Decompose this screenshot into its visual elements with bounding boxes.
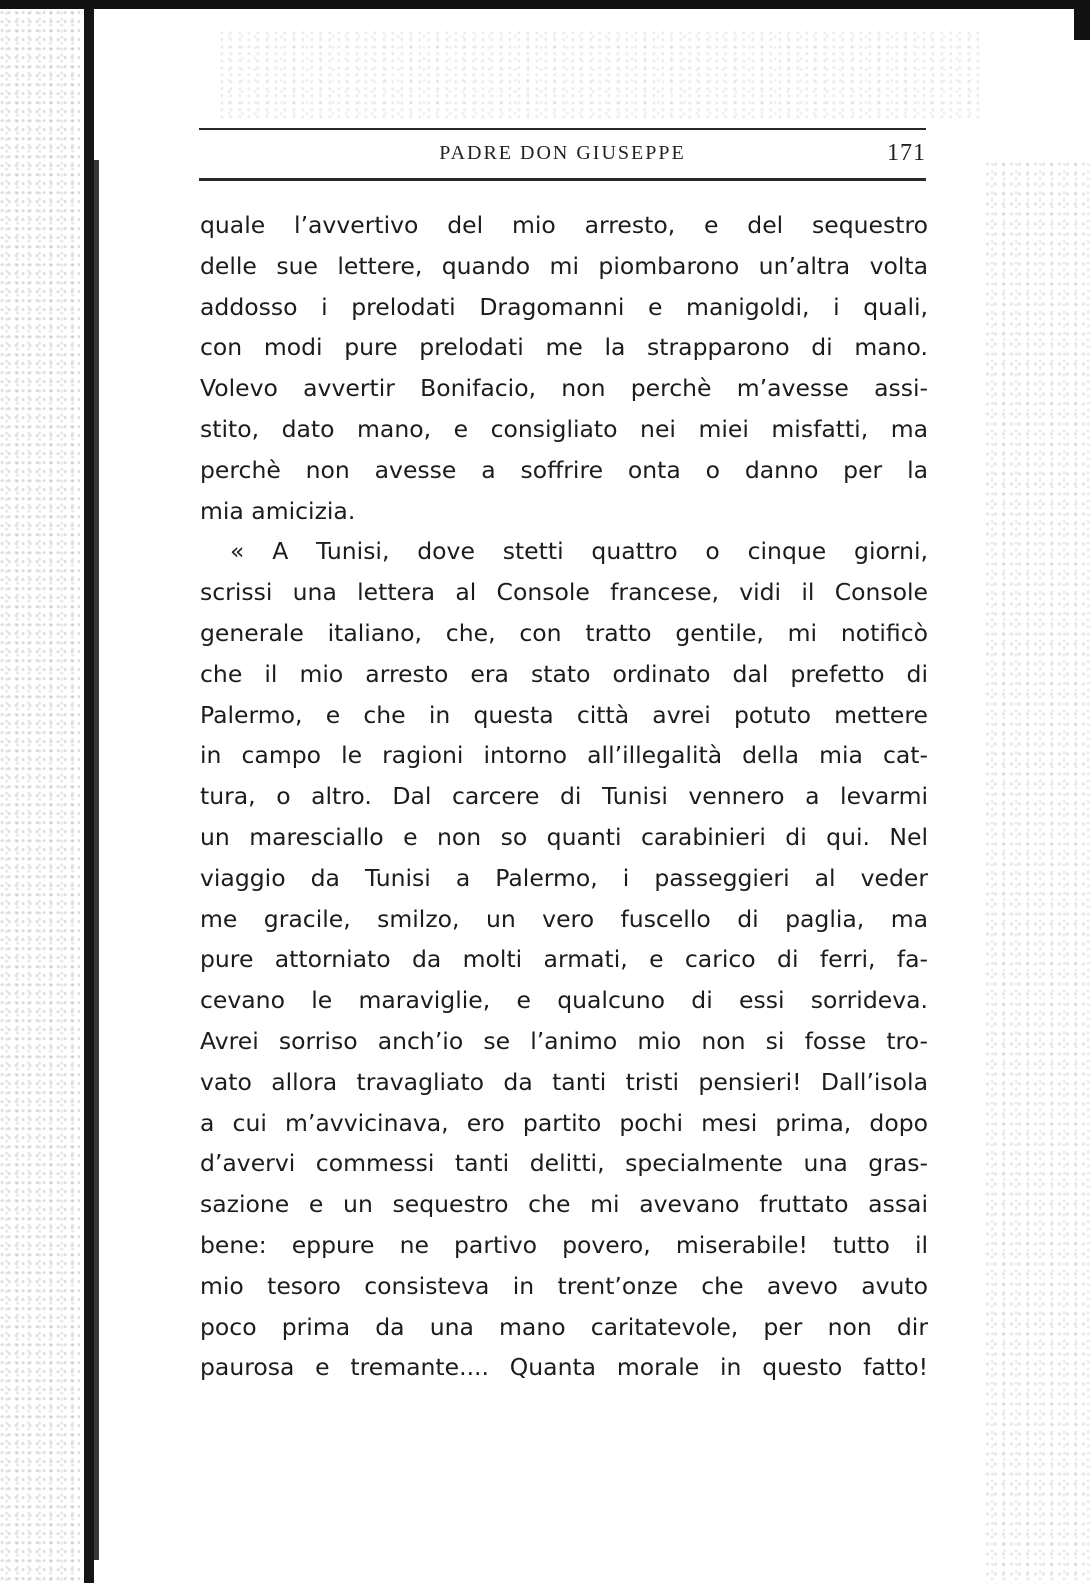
running-head-title: PADRE DON GIUSEPPE [439, 142, 686, 164]
text-line: un maresciallo e non so quanti carabinieri di qui. Nel [200, 822, 928, 851]
text-line: a cui m’avvicinava, ero partito pochi mesi prima, dopo [200, 1108, 928, 1137]
text-line: che il mio arresto era stato ordinato dal prefetto di [200, 659, 928, 688]
text-line: generale italiano, che, con tratto gentile, mi notificò [200, 618, 928, 647]
text-line: con modi pure prelodati me la strapparono di mano. [200, 333, 928, 362]
text-line: in campo le ragioni intorno all’illegalità della mia cat- [200, 741, 928, 770]
text-line: Volevo avvertir Bonifacio, non perchè m’avesse assi- [200, 374, 928, 403]
text-line: stito, dato mano, e consigliato nei miei misfatti, ma [200, 414, 928, 443]
text-line: bene: eppure ne partivo povero, miserabile! tutto il [200, 1230, 928, 1259]
text-line: vato allora travagliato da tanti tristi pensieri! Dall’isola [200, 1067, 928, 1096]
text-line: cevano le maraviglie, e qualcuno di essi sorrideva. [200, 986, 928, 1015]
text-line: Avrei sorriso anch’io se l’animo mio non si fosse tro- [200, 1026, 928, 1055]
text-line: addosso i prelodati Dragomanni e manigoldi, i quali, [200, 292, 928, 321]
text-line: pure attorniato da molti armati, e carico di ferri, fa- [200, 945, 928, 974]
page-binding-shadow [94, 160, 99, 1560]
text-line: sazione e un sequestro che mi avevano fruttato assai [200, 1190, 928, 1219]
scan-noise-top [220, 30, 980, 120]
text-line: mio tesoro consisteva in trent’onze che avevo avuto [200, 1271, 928, 1300]
text-line: delle sue lettere, quando mi piombarono un’altra volta [200, 251, 928, 280]
scan-top-border [0, 0, 1090, 9]
text-line: scrissi una lettera al Console francese, vidi il Console [200, 578, 928, 607]
text-line: quale l’avvertivo del mio arresto, e del sequestro [200, 211, 928, 239]
text-line: mia amicizia. [200, 496, 356, 525]
text-line: viaggio da Tunisi a Palermo, i passeggieri al veder [200, 863, 928, 892]
running-head-rule-top [199, 128, 926, 130]
text-line: perchè non avesse a soffrire onta o danno per la [200, 455, 928, 484]
running-head-rule-bottom [199, 178, 926, 181]
scan-noise-right [985, 160, 1090, 1583]
page-number: 171 [887, 140, 926, 166]
text-line: paurosa e tremante.... Quanta morale in questo fatto! [200, 1353, 928, 1382]
page-binding-edge [84, 9, 94, 1583]
text-line: « A Tunisi, dove stetti quattro o cinque giorni, [230, 537, 928, 566]
body-text [200, 205, 928, 1388]
text-line: me gracile, smilzo, un vero fuscello di paglia, ma [200, 904, 928, 933]
text-line: tura, o altro. Dal carcere di Tunisi vennero a levarmi [200, 782, 928, 811]
scan-right-corner [1074, 0, 1090, 40]
text-line: d’avervi commessi tanti delitti, specialmente una gras- [200, 1149, 928, 1178]
text-line: poco prima da una mano caritatevole, per non dir [200, 1312, 928, 1341]
scan-noise-left [0, 9, 80, 1583]
text-line: Palermo, e che in questa città avrei potuto mettere [200, 700, 928, 729]
